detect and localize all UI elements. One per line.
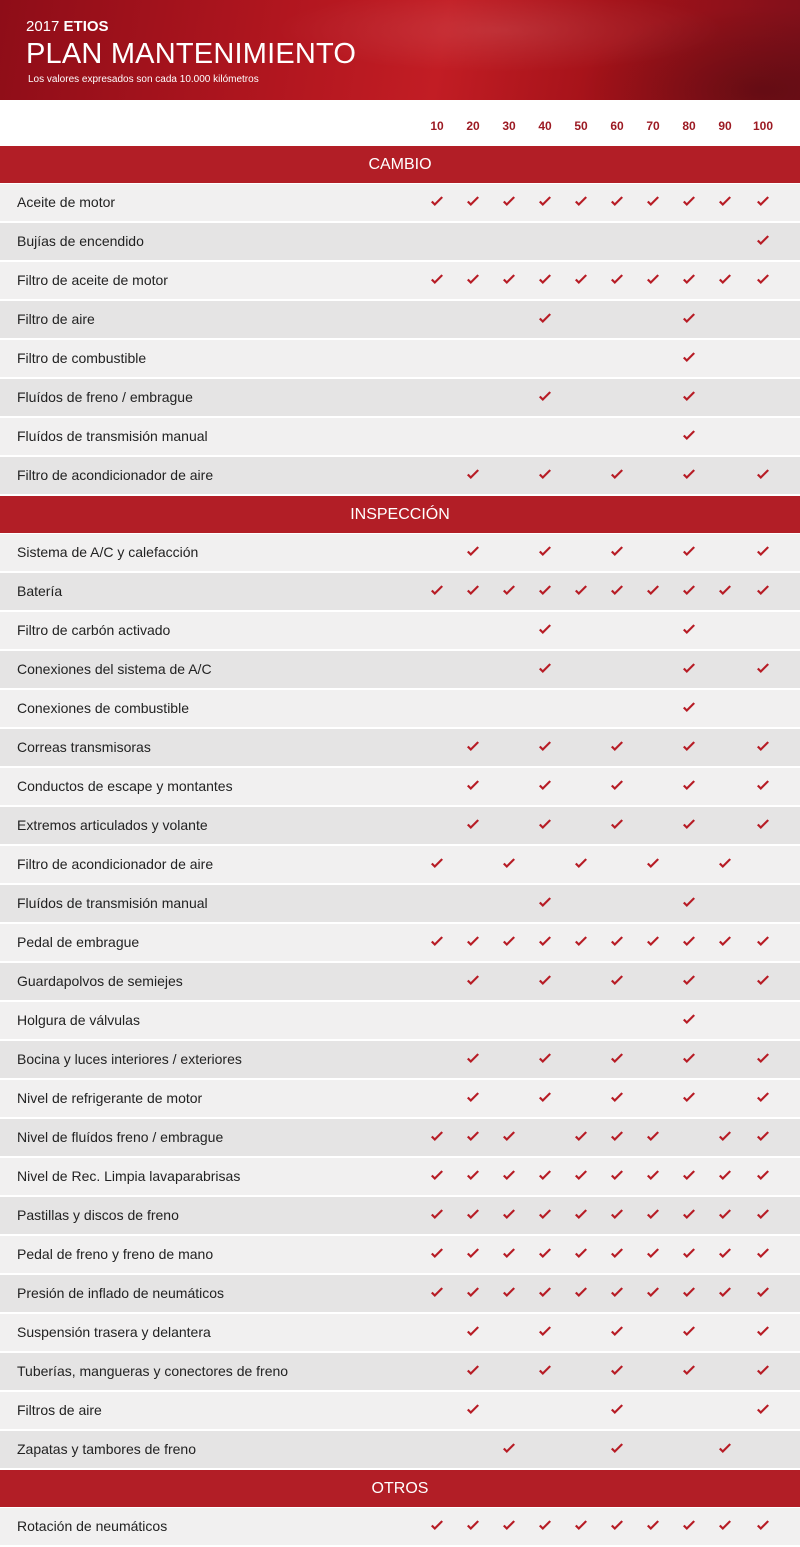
row-label: Nivel de refrigerante de motor	[17, 1090, 203, 1106]
check-icon	[718, 936, 732, 948]
check-icon	[502, 858, 516, 870]
check-icon	[756, 1326, 770, 1338]
check-icon	[682, 1326, 696, 1338]
row-label: Pastillas y discos de freno	[17, 1207, 179, 1223]
model-year: 2017	[26, 18, 60, 35]
check-icon	[610, 1443, 624, 1455]
check-icon	[682, 585, 696, 597]
table-row	[0, 379, 800, 418]
check-icon	[756, 196, 770, 208]
check-icon	[646, 1170, 660, 1182]
check-icon	[466, 1170, 480, 1182]
table-row	[0, 1119, 800, 1158]
row-label: Bocina y luces interiores / exteriores	[17, 1051, 242, 1067]
check-icon	[466, 1520, 480, 1532]
table-row	[0, 1197, 800, 1236]
row-label: Filtro de acondicionador de aire	[17, 467, 214, 483]
table-row	[0, 1002, 800, 1041]
table-row	[0, 1314, 800, 1353]
check-icon	[610, 975, 624, 987]
table-row	[0, 223, 800, 262]
check-icon	[502, 1287, 516, 1299]
check-icon	[682, 741, 696, 753]
check-icon	[718, 1131, 732, 1143]
row-label: Tuberías, mangueras y conectores de freno	[17, 1363, 289, 1379]
row-label: Nivel de Rec. Limpia lavaparabrisas	[17, 1168, 241, 1184]
check-icon	[502, 196, 516, 208]
table-row	[0, 612, 800, 651]
check-icon	[574, 1170, 588, 1182]
interval-header	[0, 100, 800, 146]
check-icon	[610, 1287, 624, 1299]
row-label: Filtro de aceite de motor	[17, 272, 168, 288]
check-icon	[466, 1287, 480, 1299]
table-row	[0, 1236, 800, 1275]
check-icon	[538, 741, 552, 753]
check-icon	[430, 936, 444, 948]
check-icon	[430, 858, 444, 870]
check-icon	[682, 352, 696, 364]
check-icon	[430, 1170, 444, 1182]
row-label: Filtro de combustible	[17, 350, 147, 366]
check-icon	[682, 1053, 696, 1065]
check-icon	[718, 1443, 732, 1455]
check-icon	[756, 585, 770, 597]
check-icon	[538, 1365, 552, 1377]
check-icon	[466, 1131, 480, 1143]
table-row	[0, 1080, 800, 1119]
page-subtitle: Los valores expresados son cada 10.000 kilómetros	[28, 74, 259, 85]
check-icon	[502, 1209, 516, 1221]
row-label: Bujías de encendido	[17, 233, 144, 249]
table-row	[0, 340, 800, 379]
check-icon	[466, 1092, 480, 1104]
check-icon	[610, 585, 624, 597]
check-icon	[682, 1014, 696, 1026]
check-icon	[756, 975, 770, 987]
section-header: CAMBIO	[0, 146, 800, 184]
check-icon	[430, 1520, 444, 1532]
check-icon	[718, 196, 732, 208]
check-icon	[610, 1326, 624, 1338]
check-icon	[538, 1520, 552, 1532]
page-title: PLAN MANTENIMIENTO	[26, 38, 357, 70]
check-icon	[682, 469, 696, 481]
check-icon	[718, 274, 732, 286]
row-label: Fluídos de transmisión manual	[17, 895, 208, 911]
check-icon	[682, 624, 696, 636]
model-line	[26, 18, 109, 36]
check-icon	[610, 780, 624, 792]
check-icon	[682, 274, 696, 286]
check-icon	[430, 1287, 444, 1299]
check-icon	[646, 274, 660, 286]
check-icon	[466, 1053, 480, 1065]
row-label: Sistema de A/C y calefacción	[17, 544, 199, 560]
table-row	[0, 846, 800, 885]
check-icon	[466, 585, 480, 597]
check-icon	[574, 196, 588, 208]
table-row	[0, 457, 800, 496]
check-icon	[682, 313, 696, 325]
check-icon	[646, 1520, 660, 1532]
check-icon	[430, 1131, 444, 1143]
check-icon	[538, 780, 552, 792]
check-icon	[610, 1248, 624, 1260]
check-icon	[466, 1248, 480, 1260]
maintenance-table	[0, 146, 800, 1547]
check-icon	[756, 1365, 770, 1377]
check-icon	[430, 1248, 444, 1260]
interval-label-80: 80	[682, 119, 696, 133]
check-icon	[574, 1131, 588, 1143]
check-icon	[682, 702, 696, 714]
check-icon	[538, 1209, 552, 1221]
check-icon	[502, 274, 516, 286]
check-icon	[682, 546, 696, 558]
check-icon	[574, 936, 588, 948]
check-icon	[756, 741, 770, 753]
table-row	[0, 262, 800, 301]
check-icon	[610, 274, 624, 286]
check-icon	[682, 1170, 696, 1182]
check-icon	[610, 1170, 624, 1182]
check-icon	[466, 780, 480, 792]
check-icon	[538, 624, 552, 636]
check-icon	[574, 1209, 588, 1221]
check-icon	[682, 975, 696, 987]
check-icon	[646, 196, 660, 208]
check-icon	[682, 897, 696, 909]
check-icon	[574, 1520, 588, 1532]
check-icon	[682, 1209, 696, 1221]
check-icon	[430, 1209, 444, 1221]
check-icon	[466, 1326, 480, 1338]
table-row	[0, 924, 800, 963]
check-icon	[574, 585, 588, 597]
check-icon	[682, 391, 696, 403]
check-icon	[610, 1092, 624, 1104]
check-icon	[430, 196, 444, 208]
check-icon	[756, 1520, 770, 1532]
check-icon	[538, 585, 552, 597]
row-label: Conductos de escape y montantes	[17, 778, 233, 794]
check-icon	[502, 1131, 516, 1143]
check-icon	[574, 274, 588, 286]
interval-label-40: 40	[538, 119, 552, 133]
check-icon	[502, 1520, 516, 1532]
check-icon	[574, 858, 588, 870]
table-row	[0, 807, 800, 846]
check-icon	[610, 469, 624, 481]
table-row	[0, 573, 800, 612]
check-icon	[466, 741, 480, 753]
check-icon	[718, 1248, 732, 1260]
check-icon	[466, 469, 480, 481]
check-icon	[538, 391, 552, 403]
check-icon	[538, 897, 552, 909]
check-icon	[466, 274, 480, 286]
row-label: Guardapolvos de semiejes	[17, 973, 183, 989]
check-icon	[718, 858, 732, 870]
table-row	[0, 1392, 800, 1431]
check-icon	[756, 1170, 770, 1182]
check-icon	[538, 196, 552, 208]
check-icon	[502, 1443, 516, 1455]
check-icon	[610, 1131, 624, 1143]
interval-label-60: 60	[610, 119, 624, 133]
row-label: Filtro de aire	[17, 311, 95, 327]
check-icon	[756, 235, 770, 247]
section-header: OTROS	[0, 1470, 800, 1508]
row-label: Extremos articulados y volante	[17, 817, 208, 833]
check-icon	[466, 1404, 480, 1416]
interval-label-90: 90	[718, 119, 732, 133]
table-row	[0, 1431, 800, 1470]
check-icon	[574, 1248, 588, 1260]
check-icon	[646, 936, 660, 948]
table-row	[0, 963, 800, 1002]
hero-banner	[0, 0, 800, 100]
check-icon	[756, 1248, 770, 1260]
table-row	[0, 1041, 800, 1080]
check-icon	[756, 546, 770, 558]
row-label: Pedal de embrague	[17, 934, 140, 950]
check-icon	[756, 936, 770, 948]
check-icon	[718, 585, 732, 597]
check-icon	[538, 1170, 552, 1182]
check-icon	[538, 1053, 552, 1065]
table-row	[0, 1158, 800, 1197]
check-icon	[756, 1287, 770, 1299]
interval-label-30: 30	[502, 119, 516, 133]
check-icon	[466, 1209, 480, 1221]
check-icon	[538, 1287, 552, 1299]
interval-label-50: 50	[574, 119, 588, 133]
check-icon	[430, 274, 444, 286]
row-label: Conexiones del sistema de A/C	[17, 661, 212, 677]
check-icon	[466, 936, 480, 948]
check-icon	[718, 1209, 732, 1221]
interval-label-20: 20	[466, 119, 480, 133]
check-icon	[502, 585, 516, 597]
check-icon	[466, 196, 480, 208]
table-row	[0, 418, 800, 457]
check-icon	[610, 1053, 624, 1065]
table-row	[0, 651, 800, 690]
check-icon	[682, 936, 696, 948]
row-label: Nivel de fluídos freno / embrague	[17, 1129, 224, 1145]
table-row	[0, 184, 800, 223]
table-row	[0, 1275, 800, 1314]
table-row	[0, 301, 800, 340]
model-name: ETIOS	[63, 18, 109, 35]
check-icon	[756, 1092, 770, 1104]
check-icon	[574, 1287, 588, 1299]
check-icon	[610, 1404, 624, 1416]
check-icon	[466, 819, 480, 831]
row-label: Presión de inflado de neumáticos	[17, 1285, 225, 1301]
check-icon	[538, 1326, 552, 1338]
check-icon	[538, 975, 552, 987]
interval-label-100: 100	[752, 119, 774, 133]
check-icon	[646, 1287, 660, 1299]
check-icon	[646, 858, 660, 870]
check-icon	[756, 274, 770, 286]
row-label: Suspensión trasera y delantera	[17, 1324, 211, 1340]
check-icon	[682, 1092, 696, 1104]
row-label: Correas transmisoras	[17, 739, 151, 755]
row-label: Zapatas y tambores de freno	[17, 1441, 196, 1457]
check-icon	[538, 819, 552, 831]
check-icon	[682, 1520, 696, 1532]
row-label: Holgura de válvulas	[17, 1012, 140, 1028]
check-icon	[756, 1209, 770, 1221]
row-label: Filtro de acondicionador de aire	[17, 856, 214, 872]
check-icon	[538, 546, 552, 558]
check-icon	[610, 1209, 624, 1221]
table-row	[0, 768, 800, 807]
row-label: Aceite de motor	[17, 194, 116, 210]
check-icon	[466, 975, 480, 987]
check-icon	[682, 1248, 696, 1260]
row-label: Rotación de neumáticos	[17, 1518, 168, 1534]
table-row	[0, 534, 800, 573]
check-icon	[430, 585, 444, 597]
check-icon	[538, 274, 552, 286]
row-label: Filtro de carbón activado	[17, 622, 171, 638]
table-row	[0, 729, 800, 768]
check-icon	[646, 585, 660, 597]
table-row	[0, 885, 800, 924]
check-icon	[502, 936, 516, 948]
check-icon	[756, 469, 770, 481]
check-icon	[538, 1092, 552, 1104]
section-header: INSPECCIÓN	[0, 496, 800, 534]
check-icon	[756, 1404, 770, 1416]
check-icon	[682, 196, 696, 208]
check-icon	[718, 1287, 732, 1299]
check-icon	[756, 1053, 770, 1065]
check-icon	[646, 1209, 660, 1221]
check-icon	[466, 1365, 480, 1377]
check-icon	[682, 663, 696, 675]
check-icon	[538, 936, 552, 948]
check-icon	[756, 819, 770, 831]
check-icon	[538, 313, 552, 325]
check-icon	[682, 1365, 696, 1377]
table-row	[0, 1508, 800, 1547]
check-icon	[646, 1248, 660, 1260]
row-label: Pedal de freno y freno de mano	[17, 1246, 214, 1262]
check-icon	[502, 1170, 516, 1182]
check-icon	[610, 819, 624, 831]
interval-label-10: 10	[430, 119, 444, 133]
check-icon	[610, 196, 624, 208]
row-label: Batería	[17, 583, 63, 599]
row-label: Filtros de aire	[17, 1402, 102, 1418]
check-icon	[538, 1248, 552, 1260]
check-icon	[646, 1131, 660, 1143]
check-icon	[610, 1365, 624, 1377]
check-icon	[610, 1520, 624, 1532]
check-icon	[682, 1287, 696, 1299]
check-icon	[682, 819, 696, 831]
check-icon	[718, 1520, 732, 1532]
check-icon	[610, 741, 624, 753]
check-icon	[682, 780, 696, 792]
check-icon	[756, 1131, 770, 1143]
check-icon	[610, 936, 624, 948]
check-icon	[538, 663, 552, 675]
check-icon	[538, 469, 552, 481]
table-row	[0, 690, 800, 729]
check-icon	[682, 430, 696, 442]
row-label: Fluídos de freno / embrague	[17, 389, 193, 405]
interval-label-70: 70	[646, 119, 660, 133]
table-row	[0, 1353, 800, 1392]
check-icon	[718, 1170, 732, 1182]
check-icon	[756, 663, 770, 675]
row-label: Fluídos de transmisión manual	[17, 428, 208, 444]
row-label: Conexiones de combustible	[17, 700, 189, 716]
check-icon	[466, 546, 480, 558]
check-icon	[502, 1248, 516, 1260]
check-icon	[756, 780, 770, 792]
check-icon	[610, 546, 624, 558]
